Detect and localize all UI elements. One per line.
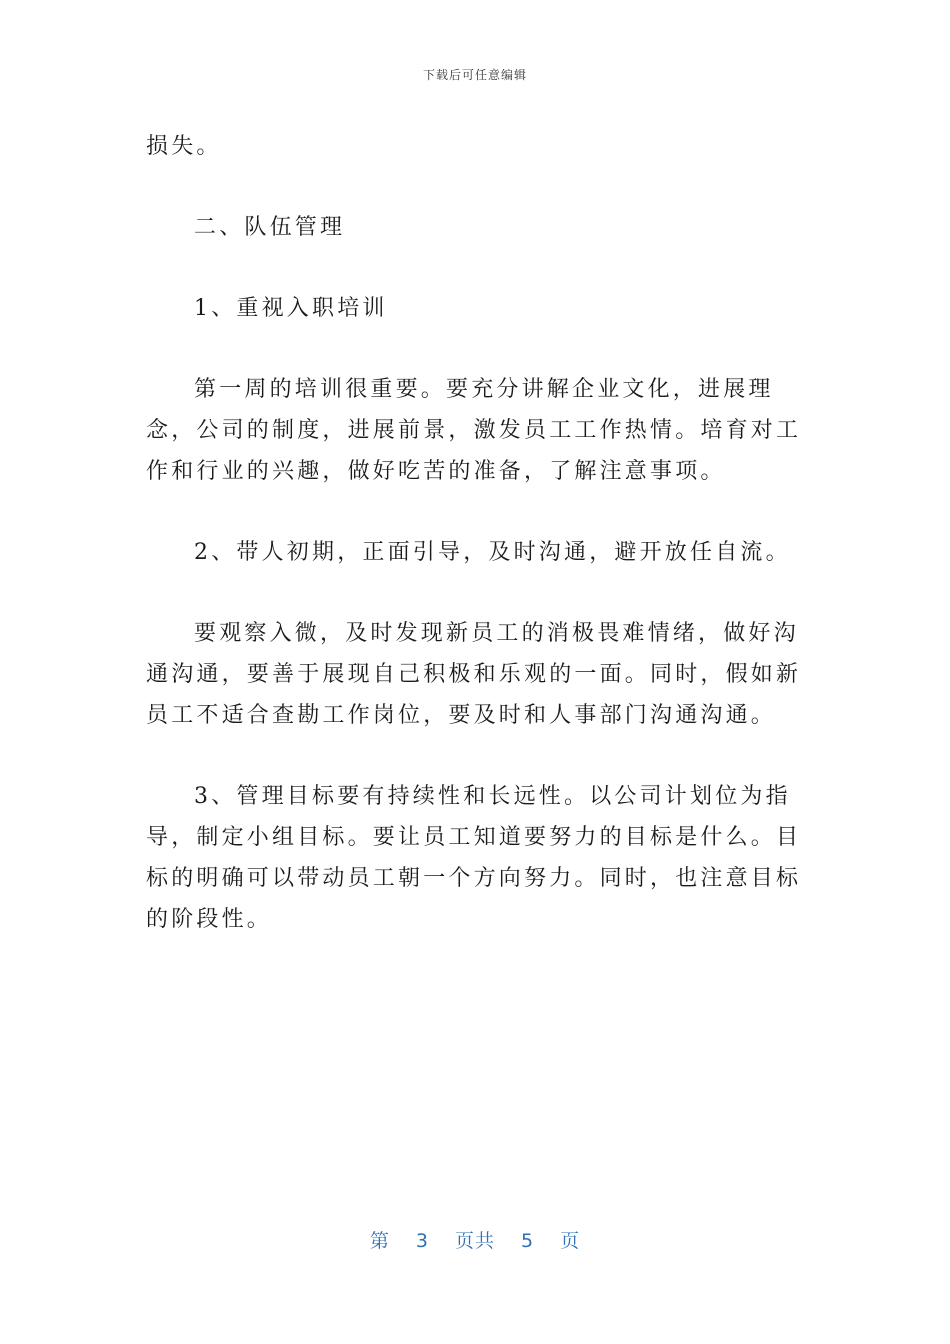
current-page-number: 3 [415,1230,429,1252]
section-heading: 二、队伍管理 [194,215,346,240]
subsection-heading: 1、重视入职培训 [194,296,388,321]
subsection-heading: 2、带人初期，正面引导，及时沟通，避开放任自流。 [194,540,791,565]
page-number-footer [0,1226,950,1253]
paragraph: 3、管理目标要有持续性和长远性。以公司计划位为指导，制定小组目标。要让员工知道要努力的目标是什么。目标的明确可以带动员工朝一个方向努力。同时，也注意目标的阶段性。 [146,784,802,932]
header-note: 下载后可任意编辑 [422,68,527,82]
paragraph: 要观察入微，及时发现新员工的消极畏难情绪，做好沟通沟通，要善于展现自己积极和乐观的一面。同时，假如新员工不适合查勘工作岗位，要及时和人事部门沟通沟通。 [146,621,802,728]
paragraph: 损失。 [146,134,222,159]
footer-suffix: 页 [560,1230,581,1252]
total-page-number: 5 [521,1230,535,1252]
paragraph: 第一周的培训很重要。要充分讲解企业文化，进展理念，公司的制度，进展前景，激发员工工作热情。培育对工作和行业的兴趣，做好吃苦的准备，了解注意事项。 [146,377,802,484]
body-text [146,126,806,980]
footer-middle: 页共 [454,1230,495,1252]
footer-prefix: 第 [369,1230,390,1252]
